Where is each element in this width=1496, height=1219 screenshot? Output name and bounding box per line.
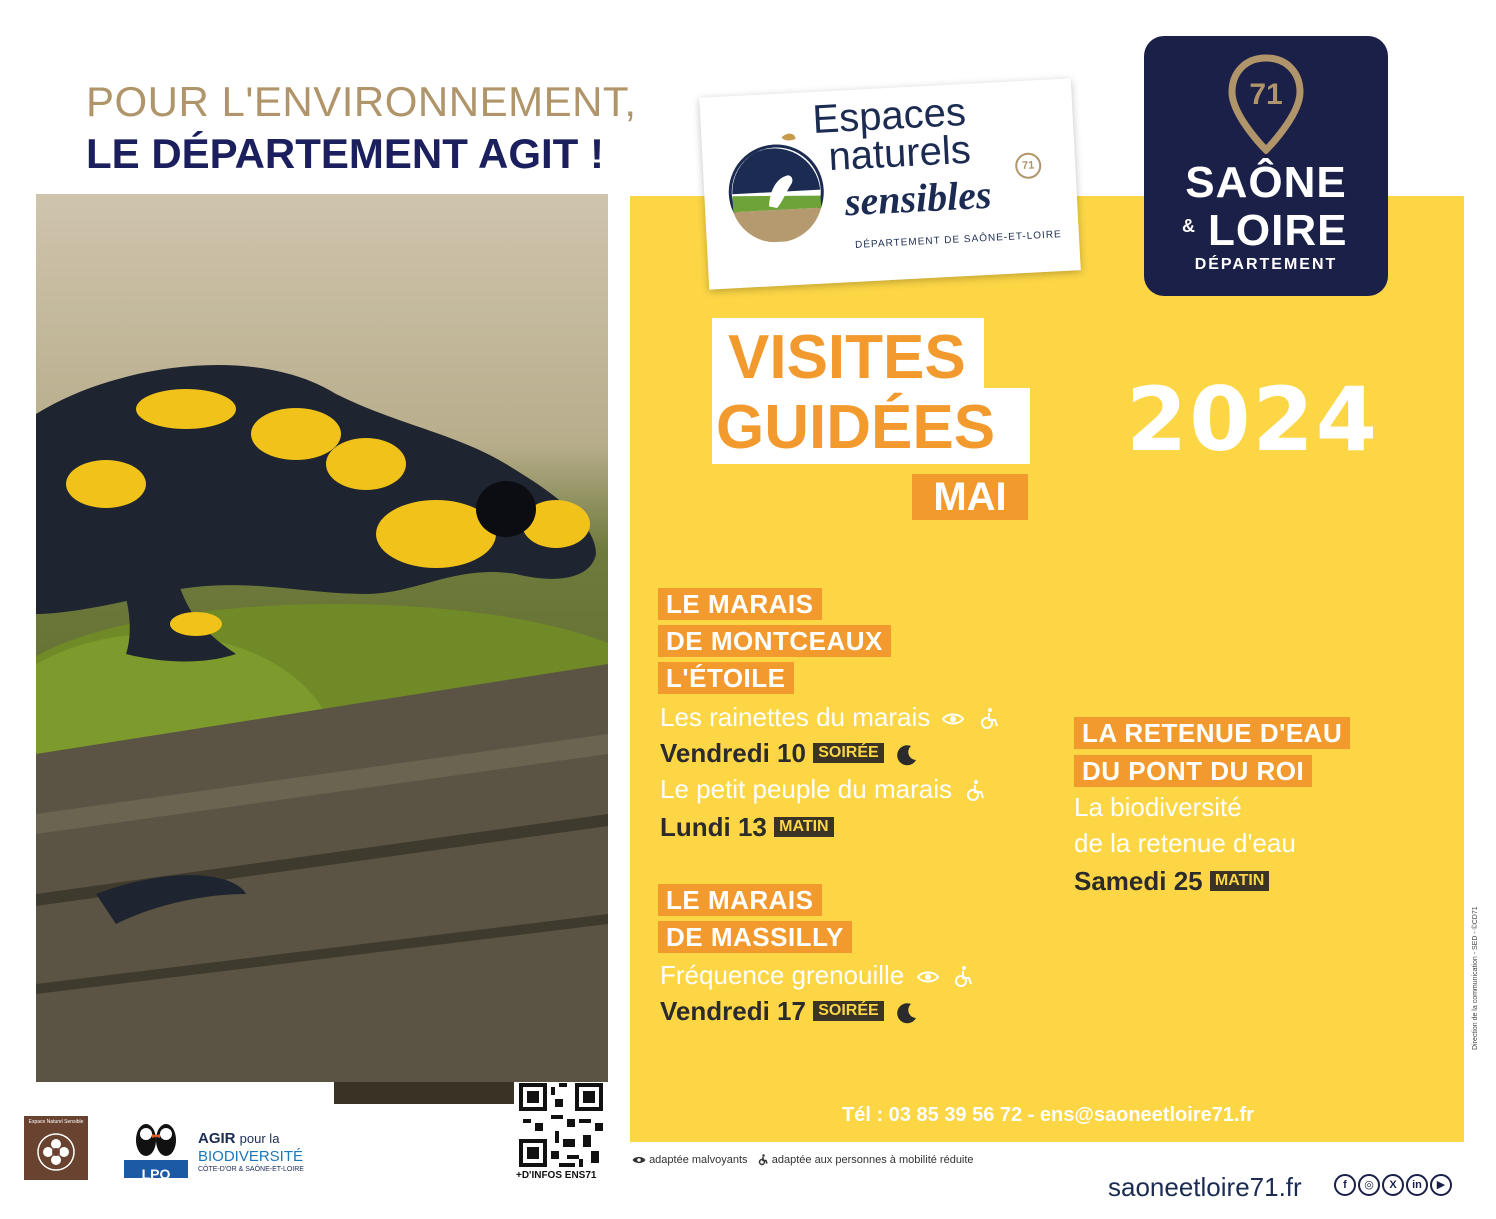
site-2-name-line-2: DE MASSILLY <box>658 921 852 953</box>
agir-word: AGIR <box>198 1130 236 1147</box>
legend <box>632 1154 974 1166</box>
event-4-date-row <box>1074 866 1269 897</box>
site-1-name-line-3: L'ÉTOILE <box>658 662 794 694</box>
moon-icon <box>895 743 919 767</box>
ens-title-line-3: sensibles <box>843 171 993 225</box>
event-1-date: Vendredi 10 <box>660 738 806 768</box>
site-3-name-line-2: DU PONT DU ROI <box>1074 755 1312 787</box>
moon-icon <box>895 1001 919 1025</box>
event-2-title: Le petit peuple du marais <box>660 774 952 804</box>
youtube-icon[interactable]: ▶ <box>1430 1174 1452 1196</box>
linkedin-icon[interactable]: in <box>1406 1174 1428 1196</box>
map-pin-71-icon <box>1226 54 1306 154</box>
event-2-date: Lundi 13 <box>660 812 767 842</box>
event-4-title-line-1: La biodiversité <box>1074 792 1242 822</box>
credit-text: Direction de la communication - SED - ©CD71 <box>1472 906 1479 1050</box>
qr-code[interactable] <box>514 1082 608 1168</box>
qr-code-icon <box>519 1083 603 1167</box>
flower-icon <box>36 1132 76 1172</box>
wheelchair-icon <box>757 1154 769 1166</box>
instagram-icon[interactable]: ◎ <box>1358 1174 1380 1196</box>
lpo-logo <box>124 1116 188 1182</box>
event-1-title: Les rainettes du marais <box>660 702 931 732</box>
puffin-icon <box>124 1116 188 1160</box>
event-3-title: Fréquence grenouille <box>660 960 905 990</box>
year-label: 2024 <box>1126 368 1379 471</box>
event-3-date-row <box>660 996 919 1027</box>
event-4-title-line-2: de la retenue d'eau <box>1074 828 1296 858</box>
agir-line-3: CÔTE-D'OR & SAÔNE-ET-LOIRE <box>198 1166 304 1173</box>
ens-badge-label: Espace Naturel Sensible <box>28 1119 84 1125</box>
event-1-date-row <box>660 738 919 769</box>
dept-label: DÉPARTEMENT <box>1194 256 1338 273</box>
ens-bird-icon <box>723 129 829 244</box>
wheelchair-icon <box>977 707 1001 731</box>
website-link[interactable]: saoneetloire71.fr <box>1108 1172 1302 1202</box>
dept-name-1: SAÔNE <box>1185 158 1347 207</box>
event-2-period: MATIN <box>774 817 833 837</box>
site-3-name-line-1: LA RETENUE D'EAU <box>1074 717 1350 749</box>
x-icon[interactable]: X <box>1382 1174 1404 1196</box>
ens-logo-card <box>699 78 1081 289</box>
legend-malvoyants: adaptée malvoyants <box>649 1154 748 1166</box>
agir-line-1 <box>198 1130 279 1147</box>
dept-amp: & <box>1182 216 1195 236</box>
ens-title-line-1: Espaces <box>811 89 967 142</box>
event-3-row <box>660 960 975 991</box>
ens-partner-badge <box>24 1116 88 1180</box>
dept-name-2: LOIRE <box>1208 206 1348 255</box>
facebook-icon[interactable]: f <box>1334 1174 1356 1196</box>
site-2-name-line-1: LE MARAIS <box>658 884 822 916</box>
wheelchair-icon <box>963 779 987 803</box>
pin-number: 71 <box>1249 78 1283 111</box>
event-1-row <box>660 702 1001 733</box>
site-1-name-line-2: DE MONTCEAUX <box>658 625 891 657</box>
site-1-name-line-1: LE MARAIS <box>658 588 822 620</box>
ens-71-badge: 71 <box>1015 152 1042 179</box>
event-2-row <box>660 774 987 805</box>
header-line-2: LE DÉPARTEMENT AGIT ! <box>86 130 604 177</box>
event-3-period: SOIRÉE <box>813 1001 883 1021</box>
eye-icon <box>916 965 940 989</box>
event-4-period: MATIN <box>1210 871 1269 891</box>
eye-icon <box>941 707 965 731</box>
event-1-period: SOIRÉE <box>813 743 883 763</box>
event-2-date-row <box>660 812 834 843</box>
ens-subtitle: DÉPARTEMENT DE SAÔNE-ET-LOIRE <box>854 229 1062 251</box>
wheelchair-icon <box>951 965 975 989</box>
eye-icon <box>632 1155 646 1165</box>
qr-label: +D'INFOS ENS71 <box>516 1170 597 1181</box>
title-line-1: VISITES <box>728 323 966 392</box>
agir-pourla: pour la <box>239 1131 280 1146</box>
legend-mobilite: adaptée aux personnes à mobilité réduite <box>771 1154 974 1166</box>
lpo-label: LPO <box>141 1166 171 1182</box>
header-line-1: POUR L'ENVIRONNEMENT, <box>86 78 637 125</box>
contact-line[interactable]: Tél : 03 85 39 56 72 - ens@saoneetloire71.fr <box>842 1104 1254 1126</box>
month-label: MAI <box>912 474 1028 520</box>
event-4-date: Samedi 25 <box>1074 866 1203 896</box>
agir-line-2: BIODIVERSITÉ <box>198 1148 304 1165</box>
event-3-date: Vendredi 17 <box>660 996 806 1026</box>
title-line-2: GUIDÉES <box>716 393 996 462</box>
ens-title-line-2: naturels <box>827 127 972 180</box>
salamander-photo <box>36 194 608 1082</box>
saone-loire-logo <box>1144 36 1388 296</box>
